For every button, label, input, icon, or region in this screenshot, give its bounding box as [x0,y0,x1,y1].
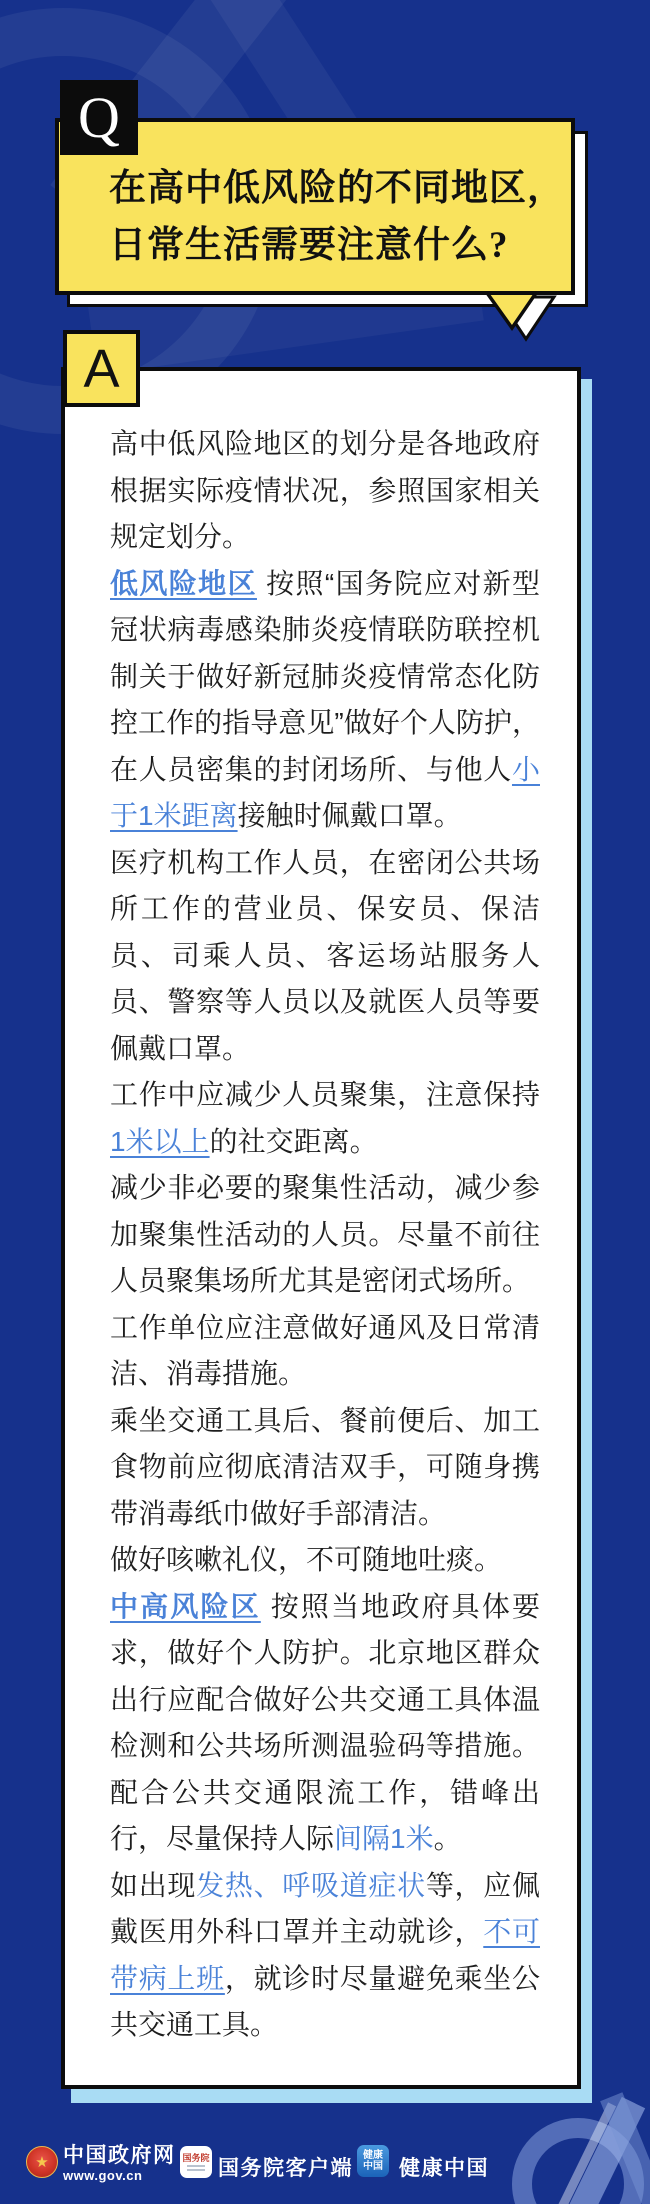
answer-highlight-segment: 不可带病上班 [110,1916,540,1994]
answer-highlight-segment: 小于1米距离 [110,753,540,831]
answer-paragraph [110,840,540,1073]
answer-segment: ，就诊时尽量避免乘坐公共交通工具。 [110,1962,540,2040]
answer-badge [63,330,140,407]
answer-paragraph [110,1537,540,1584]
answer-highlight-segment: 1米以上 [110,1125,210,1157]
question-badge [60,80,138,155]
answer-paragraph [110,421,540,561]
answer-segment: 减少非必要的聚集性活动，减少参加聚集性活动的人员。尽量不前往人员聚集场所尤其是密闭式场所。 [110,1172,540,1296]
answer-segment: 接触时佩戴口罩。 [237,800,462,831]
state-council-label: 国务院客户端 [218,2157,353,2180]
gov-site-url: www.gov.cn [63,2168,143,2183]
answer-paragraph [110,1305,540,1398]
answer-segment: 工作单位应注意做好通风及日常清洁、消毒措施。 [110,1311,540,1389]
answer-segment: 的社交距离。 [209,1125,378,1157]
answer-paragraph [110,1072,540,1165]
state-council-app-icon [180,2146,212,2178]
answer-segment: 工作中应减少人员聚集，注意保持 [110,1079,540,1110]
answer-segment: 如出现 [110,1869,197,1901]
answer-badge-letter: A [83,338,120,399]
answer-highlight-segment: 间隔1米 [334,1823,434,1854]
answer-paragraph [110,1398,540,1538]
emblem-star: ★ [35,2153,49,2171]
national-emblem-icon [26,2146,58,2178]
answer-card [61,367,581,2089]
question-text [109,160,565,274]
answer-segment: 高中低风险地区的划分是各地政府根据实际疫情状况，参照国家相关规定划分。 [110,428,540,552]
answer-highlight-segment: 发热、呼吸道症状 [196,1869,426,1901]
answer-highlight-segment: 低风险地区 [110,567,257,599]
healthy-china-app-icon [357,2145,389,2177]
answer-text [65,371,577,2049]
answer-segment: 医疗机构工作人员，在密闭公共场所工作的营业员、保安员、保洁员、司乘人员、客运场站服务人员、警察等人员以及就医人员等要佩戴口罩。 [110,846,540,1064]
answer-segment: 。 [433,1823,462,1854]
answer-highlight-segment: 中高风险区 [110,1590,261,1622]
answer-segment: 等，应佩戴医用外科口罩并主动就诊， [110,1869,540,1947]
question-line-1: 在高中低风险的不同地区， [109,168,565,209]
answer-segment: 按照当地政府具体要求，做好个人防护。北京地区群众出行应配合做好公共交通工具体温检测和公共场所测温验码等措施。配合公共交通限流工作，错峰出行，尽量保持人际 [110,1590,540,1854]
healthy-china-icon-line2: 中国 [363,2161,383,2172]
state-council-icon-line [187,2165,205,2167]
healthy-china-label: 健康中国 [399,2157,489,2180]
speech-tail-icon [478,289,574,347]
healthy-china-icon-line1: 健康 [363,2150,383,2161]
answer-paragraph [110,561,540,840]
state-council-icon-line [187,2169,205,2171]
answer-segment: 乘坐交通工具后、餐前便后、加工食物前应彻底清洁双手，可随身携带消毒纸巾做好手部清洁。 [110,1404,540,1529]
answer-paragraph [110,1863,540,2049]
answer-segment: 按照“国务院应对新型冠状病毒感染肺炎疫情联防联控机制关于做好新冠肺炎疫情常态化防控工作的指导意见”做好个人防护，在人员密集的封闭场所、与他人 [110,567,540,785]
footer [0,2140,650,2204]
answer-paragraph [110,1165,540,1305]
answer-paragraph [110,1584,540,1863]
gov-site-block [63,2145,176,2183]
gov-site-name: 中国政府网 [63,2144,176,2167]
question-badge-letter: Q [78,84,120,150]
state-council-icon-text: 国务院 [182,2153,210,2163]
answer-segment: 做好咳嗽礼仪，不可随地吐痰。 [110,1544,503,1575]
question-line-2: 日常生活需要注意什么? [109,225,509,266]
